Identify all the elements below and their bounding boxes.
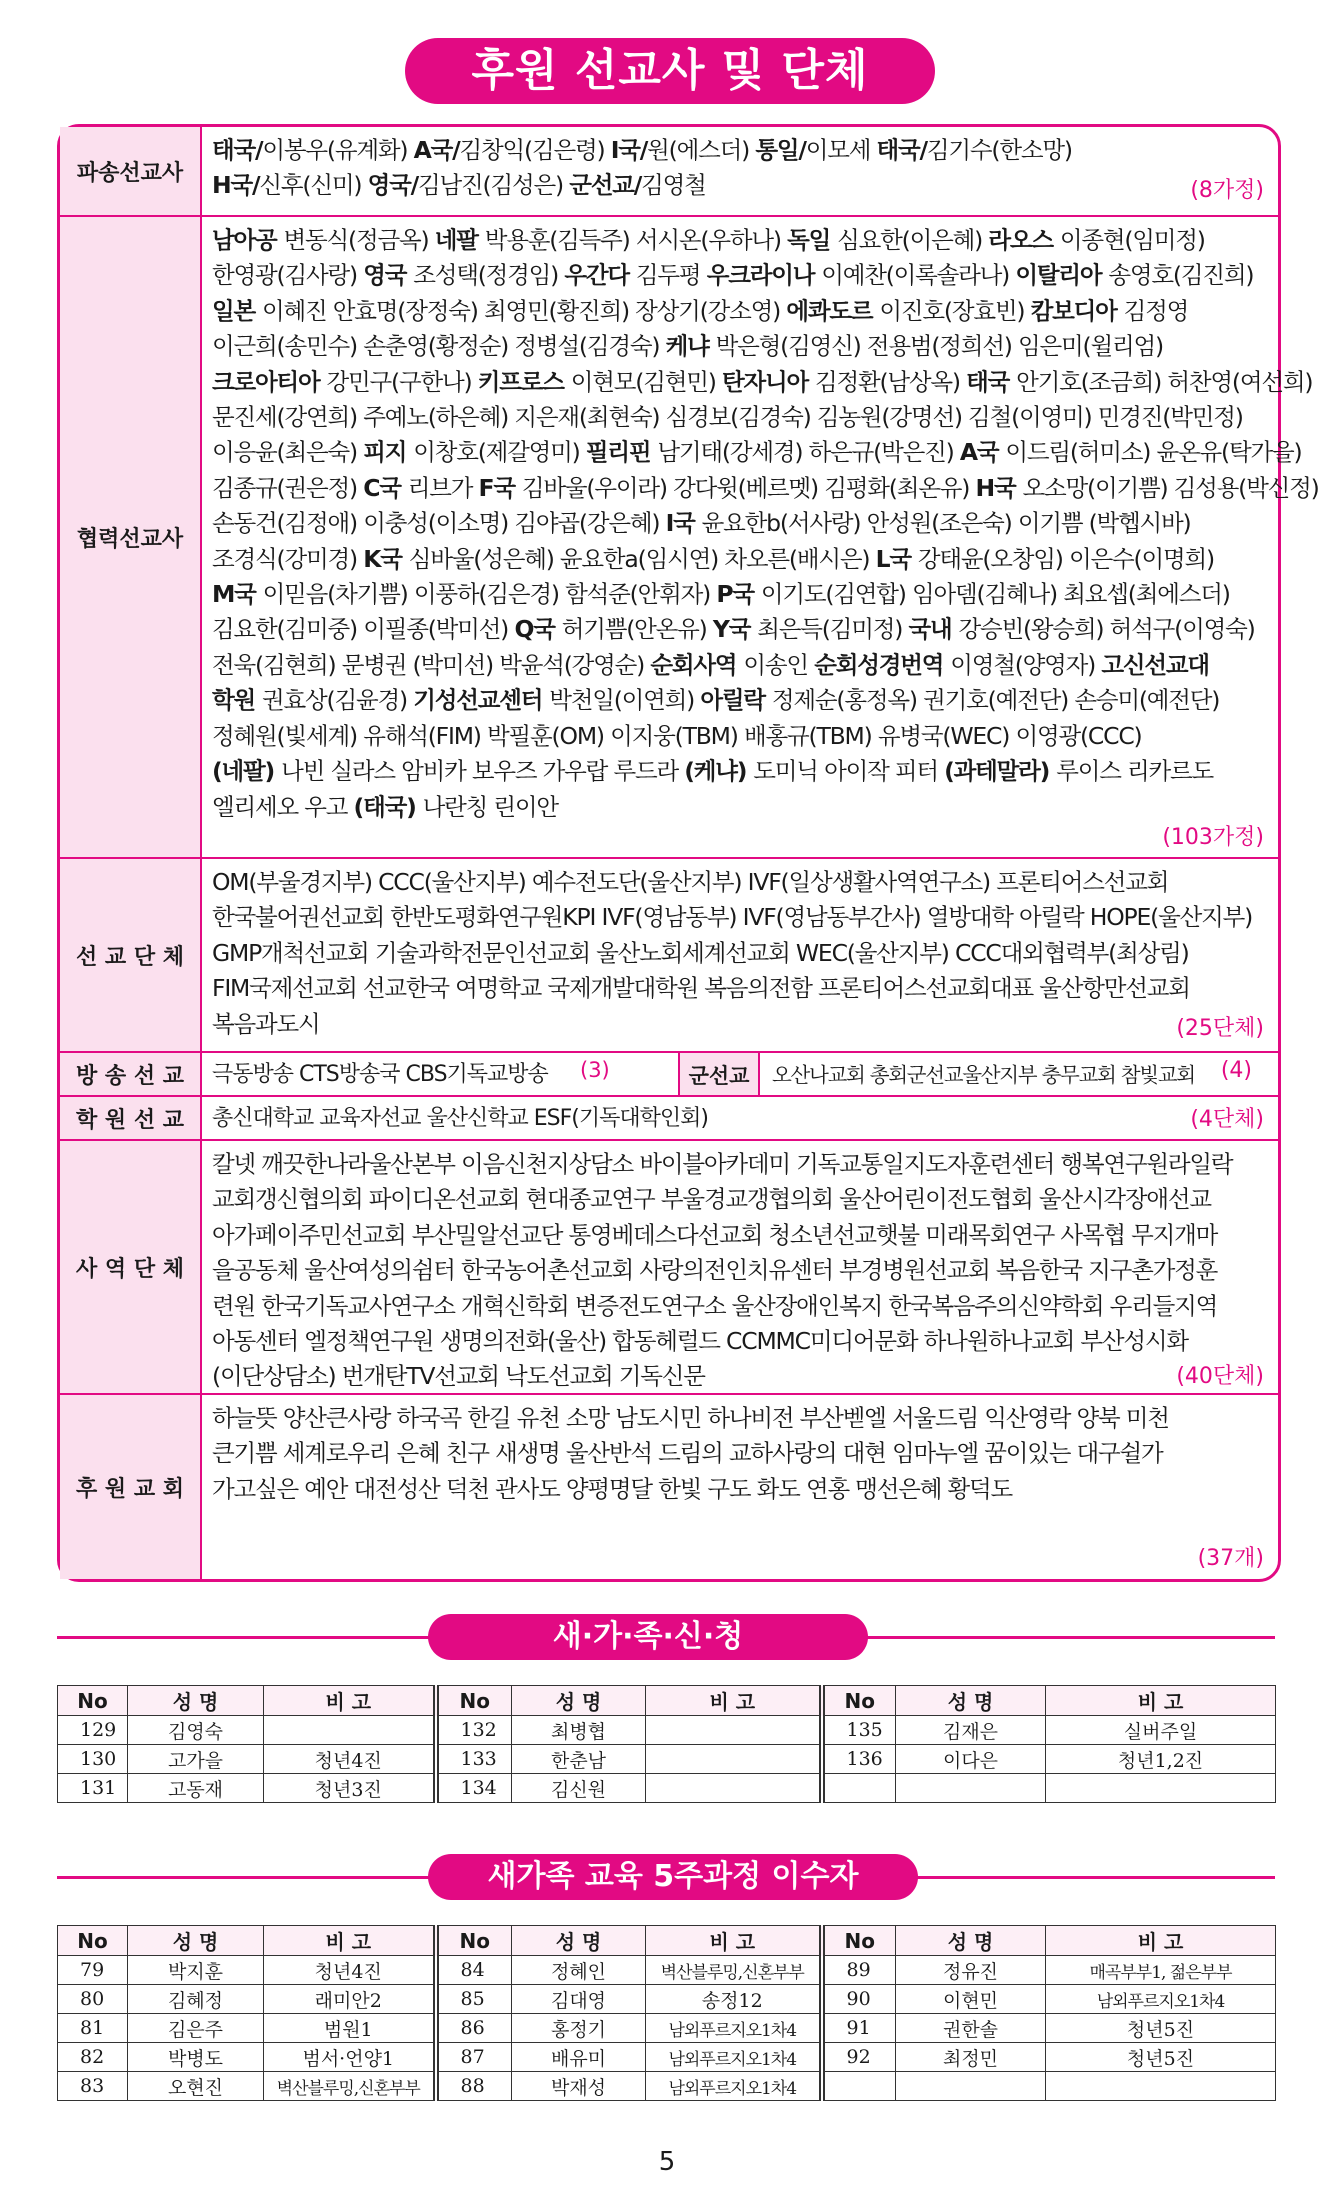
broadcast-row [60,1051,1278,1095]
text-segment: 이혜진 안효명(장정숙) 최영민(황진희) 장상기(강소영) [261,296,787,325]
text-line: 칼넷 깨끗한나라울산본부 이음신천지상담소 바이블아카데미 기독교통일지도자훈련센터 행복연구원라일락 [212,1150,1233,1178]
text-segment: 이종현(임미정) [1059,226,1205,254]
bold-segment: A국 [959,438,1006,467]
text-segment: 김요한(김미중) 이필종(박미선) [212,615,515,644]
column-header: 비 고 [646,1686,822,1716]
table-row [58,2014,1276,2043]
column-header: 비 고 [1046,1926,1276,1956]
bold-segment: 통일/ [755,136,806,164]
note-cell [646,1745,822,1774]
text-line: GMP개척선교회 기술과학전문인선교회 울산노회세계선교회 WEC(울산지부) CCC대외협력부(최상림) [212,938,1189,967]
name-cell: 박병도 [128,2043,264,2072]
text-segment: 손동건(김정애) 이충성(이소명) 김야곱(강은혜) [212,509,666,538]
text-segment: 이모세 [805,136,877,164]
text-segment: 허기쁨(안온유) [561,615,713,644]
name-cell [896,2072,1046,2101]
name-cell: 이다은 [896,1745,1046,1774]
name-cell: 최정민 [896,2043,1046,2072]
count-badge: (40단체) [1176,1364,1264,1389]
note-cell: 청년5진 [1046,2014,1276,2043]
note-cell: 래미안2 [264,1985,436,2014]
text-segment: 강민구(구한나) [326,367,478,396]
text-line: 복음과도시 [212,1009,320,1038]
table-row [58,2072,1276,2101]
bold-segment: 학원 [212,686,262,715]
number-cell: 82 [58,2043,128,2072]
bold-segment: 우크라이나 [706,261,822,290]
text-segment: 이믿음(차기쁨) 이풍하(김은경) 함석준(안휘자) [262,580,717,609]
name-cell: 정혜인 [512,1956,646,1985]
bold-segment: 캄보디아 [1030,296,1124,325]
bold-segment: H국 [975,473,1023,502]
row-label: 선 교 단 체 [60,859,202,1051]
section-rule [866,1636,1275,1639]
column-header: No [822,1686,896,1716]
text-line [212,648,1264,683]
churches-row [60,1393,1278,1579]
broadcast-list: 극동방송 CTS방송국 CBS기독교방송 [212,1062,548,1087]
text-line [212,365,1313,400]
text-line [212,683,1264,718]
text-line [212,612,1264,647]
page-number: 5 [658,2147,676,2177]
number-cell: 136 [822,1745,896,1774]
bold-segment: L국 [875,544,918,573]
text-segment: 변동식(정금옥) [283,226,435,254]
number-cell [822,1774,896,1803]
text-segment: 최은득(김미정) [757,615,909,644]
text-segment: 문진세(강연희) 주예노(하은혜) 지은재(최현숙) 심경보(김경숙) 김농원(강명선) 김철(이영미) 민경진(박민정) [212,403,1243,432]
note-cell: 송정12 [646,1985,822,2014]
text-lines [212,1401,1264,1507]
text-segment: 박천일(이연희) [549,686,701,715]
note-cell: 청년3진 [264,1774,436,1803]
text-segment: 이응윤(최은숙) [212,438,364,467]
number-cell: 88 [436,2072,512,2101]
name-cell: 김재은 [896,1716,1046,1745]
note-cell: 실버주일 [1046,1716,1276,1745]
bold-segment: A국/ [413,136,460,164]
count-badge: (3) [580,1058,610,1082]
text-line: FIM국제선교회 선교한국 여명학교 국제개발대학원 복음의전함 프론티어스선교회대표 울산항만선교회 [212,974,1190,1003]
rich-lines [212,133,1264,204]
number-cell: 89 [822,1956,896,1985]
table-row [58,1774,1276,1803]
text-line: 한국불어권선교회 한반도평화연구원KPI IVF(영남동부) IVF(영남동부간사) 열방대학 아릴락 HOPE(울산지부) [212,903,1253,932]
text-line: 련원 한국기독교사연구소 개혁신학회 변증전도연구소 울산장애인복지 한국복음주의신약학회 우리들지역 [212,1291,1218,1320]
new-family-title: 새·가·족·신·청 [428,1614,868,1660]
bold-segment: 기성선교센터 [413,686,550,715]
text-line [212,506,1264,541]
column-header: No [436,1926,512,1956]
note-cell: 청년5진 [1046,2043,1276,2072]
text-segment: 권효상(김윤경) [261,686,414,715]
bold-segment: (과테말라) [944,757,1057,786]
note-cell [646,1774,822,1803]
text-segment: 나란칭 린이안 [422,792,558,821]
text-line: 아동센터 엘정책연구원 생명의전화(울산) 합동헤럴드 CCMMC미디어문화 하나원하나교회 부산성시화 [212,1327,1188,1356]
table-row [58,1985,1276,2014]
bold-segment: 일본 [212,296,262,325]
note-cell: 남외푸르지오1차4 [646,2014,822,2043]
text-segment: 박은형(김영신) 전용범(정희선) 임은미(윌리엄) [715,332,1163,361]
table-row [58,1716,1276,1745]
text-segment: 조경식(강미경) [212,544,364,573]
text-line [212,133,1264,168]
row-label: 방 송 선 교 [60,1053,202,1095]
count-badge: (8가정) [1190,178,1264,203]
text-lines [212,865,1264,1042]
text-line: OM(부울경지부) CCC(울산지부) 예수전도단(울산지부) IVF(일상생활사역연구소) 프론티어스선교회 [212,868,1169,896]
name-cell: 한춘남 [512,1745,646,1774]
name-cell: 김은주 [128,2014,264,2043]
bold-segment: 이탈리아 [1015,261,1109,290]
text-line [212,258,1264,293]
note-cell: 남외푸르지오1차4 [1046,1985,1276,2014]
bold-segment: 크로아티아 [212,367,327,396]
rich-lines [212,223,1319,825]
bold-segment: K국 [363,544,409,573]
military-label: 군선교 [680,1053,760,1097]
bold-segment: 네팔 [434,226,485,254]
text-segment: 전욱(김현희) 문병권 (박미선) 박윤석(강영순) [212,650,651,679]
bold-segment: 라오스 [988,226,1060,254]
academy-list: 총신대학교 교육자선교 울산신학교 ESF(기독대학인회) [212,1106,708,1131]
note-cell: 매곡부부1, 젊은부부 [1046,1956,1276,1985]
text-segment: 김정환(남상옥) [814,367,967,396]
text-segment: 강태윤(오창임) 이은수(이명희) [917,544,1214,573]
text-line [212,719,1264,754]
name-cell: 오현진 [128,2072,264,2101]
note-cell [646,1716,822,1745]
text-line: 교회갱신협의회 파이디온선교회 현대종교연구 부울경교갱협의회 울산어린이전도협회 울산시각장애선교 [212,1185,1211,1214]
text-segment: 박용훈(김득주) 서시온(우하나) [484,226,788,254]
text-line [212,329,1264,364]
text-segment: 이기도(김연합) 임아뎀(김혜나) 최요셉(최에스더) [760,580,1230,609]
name-cell: 이현민 [896,1985,1046,2014]
text-segment: 이창호(제갈영미) [413,438,586,467]
section-rule [916,1876,1275,1879]
text-line [212,294,1264,329]
text-line: 하늘뜻 양산큰사랑 하국곡 한길 유천 소망 남도시민 하나비전 부산벧엘 서울드림 익산영락 양북 미천 [212,1404,1169,1432]
text-line: 아가페이주민선교회 부산밀알선교단 통영베데스다선교회 청소년선교햇불 미래목회연구 사목협 무지개마 [212,1220,1218,1249]
text-line [212,168,1264,203]
name-cell: 김신원 [512,1774,646,1803]
table-row [58,1745,1276,1774]
note-cell: 범원1 [264,2014,436,2043]
number-cell: 86 [436,2014,512,2043]
ministry-row [60,1139,1278,1393]
table-row [58,2043,1276,2072]
name-cell: 박지훈 [128,1956,264,1985]
bold-segment: P국 [716,580,761,609]
text-segment: 심요한(이은혜) [837,226,989,254]
text-line [212,400,1264,435]
number-cell: 85 [436,1985,512,2014]
text-line: 큰기쁨 세계로우리 은혜 친구 새생명 울산반석 드림의 교하사랑의 대현 임마누엘 꿈이있는 대구쉴가 [212,1439,1163,1468]
text-segment: 김두평 [635,261,707,290]
text-segment: 정혜원(빛세계) 유해석(FIM) 박필훈(OM) 이지웅(TBM) 배홍규(TBM) 유병국(WEC) 이영광(CCC) [212,721,1142,750]
column-header: 성 명 [512,1686,646,1716]
military-list: 오산나교회 총회군선교울산지부 충무교회 참빛교회 [772,1063,1195,1087]
text-line [212,223,1264,258]
bold-segment: I국/ [610,136,648,164]
bold-segment: F국 [478,473,522,502]
name-cell: 고가을 [128,1745,264,1774]
bold-segment: (케냐) [684,757,754,786]
bold-segment: Y국 [712,615,758,644]
column-header: No [436,1686,512,1716]
row-label: 협력선교사 [60,217,202,857]
bold-segment: H국/ [212,171,260,200]
text-segment: 정제순(홍정옥) 권기호(예전단) 손승미(예전단) [771,686,1220,715]
bold-segment: 케냐 [665,332,716,361]
number-cell: 133 [436,1745,512,1774]
number-cell: 91 [822,2014,896,2043]
missionaries-row [60,127,1278,215]
bold-segment: M국 [212,580,263,609]
bold-segment: 순회성경번역 [814,650,951,679]
column-header: 성 명 [128,1926,264,1956]
text-segment: 김바울(우이라) 강다윗(베르멧) 김평화(최온유) [521,473,976,502]
note-cell: 청년1,2진 [1046,1745,1276,1774]
column-header: No [58,1926,128,1956]
page-title: 후원 선교사 및 단체 [405,38,935,104]
column-header: 성 명 [512,1926,646,1956]
name-cell: 권한솔 [896,2014,1046,2043]
column-header: 성 명 [896,1686,1046,1716]
number-cell: 92 [822,2043,896,2072]
number-cell: 131 [58,1774,128,1803]
text-line [212,471,1319,506]
bold-segment: 태국/ [212,136,263,164]
text-segment: 김기수(한소망) [926,136,1072,164]
note-cell: 범서·언양1 [264,2043,436,2072]
section-rule [57,1876,429,1879]
text-segment: 원(에스더) [647,136,756,164]
name-cell: 고동재 [128,1774,264,1803]
text-line [212,754,1264,789]
bold-segment: 탄자니아 [721,367,815,396]
bold-segment: Q국 [514,615,562,644]
bold-segment: 우간다 [564,261,636,290]
text-line [212,790,1264,825]
row-label: 후 원 교 회 [60,1395,202,1579]
section-rule [57,1636,429,1639]
text-segment: 김종규(권은정) [212,473,364,502]
organizations-row [60,857,1278,1051]
note-cell: 남외푸르지오1차4 [646,2043,822,2072]
text-lines [212,1147,1264,1395]
education-title: 새가족 교육 5주과정 이수자 [428,1854,918,1900]
column-header: 비 고 [1046,1686,1276,1716]
note-cell: 청년4진 [264,1956,436,1985]
bold-segment: 키프로스 [477,367,571,396]
column-header: 성 명 [896,1926,1046,1956]
text-segment: 이진호(장효빈) [879,296,1031,325]
text-segment: 윤요한b(서사랑) 안성원(조은숙) 이기쁨 (박헵시바) [701,509,1191,538]
table-row [58,1956,1276,1985]
number-cell [822,2072,896,2101]
column-header: 성 명 [128,1686,264,1716]
bold-segment: 영국 [363,261,414,290]
text-segment: 루이스 리카르도 [1056,757,1213,786]
name-cell [896,1774,1046,1803]
text-segment: 이근희(송민수) 손춘영(황정순) 정병설(김경숙) [212,332,666,361]
row-label: 사 역 단 체 [60,1141,202,1393]
name-cell: 박재성 [512,2072,646,2101]
bold-segment: C국 [363,473,408,502]
text-segment: 오소망(이기쁨) 김성용(박신정) [1022,473,1319,502]
bold-segment: 순회사역 [650,650,744,679]
count-badge: (4단체) [1190,1107,1264,1132]
text-line: 을공동체 울산여성의쉼터 한국농어촌선교회 사랑의전인치유센터 부경병원선교회 복음한국 지구촌가정훈 [212,1256,1218,1285]
name-cell: 정유진 [896,1956,1046,1985]
note-cell: 벽산블루밍,신혼부부 [264,2072,436,2101]
bold-segment: 독일 [787,226,838,254]
number-cell: 84 [436,1956,512,1985]
number-cell: 83 [58,2072,128,2101]
number-cell: 135 [822,1716,896,1745]
name-cell: 김대영 [512,1985,646,2014]
text-segment: 김남진(김성은) [417,171,570,200]
number-cell: 130 [58,1745,128,1774]
academy-row [60,1095,1278,1139]
note-cell: 벽산블루밍,신혼부부 [646,1956,822,1985]
text-segment: 리브가 [407,473,479,502]
text-segment: 심바울(성은혜) 윤요한a(임시연) 차오른(배시은) [408,544,876,573]
bold-segment: 군선교/ [569,171,642,200]
number-cell: 80 [58,1985,128,2014]
number-cell: 134 [436,1774,512,1803]
bold-segment: 아릴락 [700,686,772,715]
bold-segment: 남아공 [212,226,284,254]
text-segment: 남기태(강세경) 하은규(박은진) [657,438,960,467]
number-cell: 79 [58,1956,128,1985]
column-header: No [58,1686,128,1716]
number-cell: 129 [58,1716,128,1745]
text-segment: 이드림(허미소) 윤온유(탁가을) [1005,438,1302,467]
text-segment: 이송인 [743,650,815,679]
education-table [57,1925,1276,2101]
text-segment: 김정영 [1123,296,1189,325]
bold-segment: 에콰도르 [786,296,880,325]
number-cell: 90 [822,1985,896,2014]
count-badge: (25단체) [1176,1016,1264,1041]
sponsor-table [57,124,1319,1582]
number-cell: 132 [436,1716,512,1745]
bold-segment: 고신선교대 [1101,650,1209,679]
note-cell [264,1716,436,1745]
name-cell: 홍정기 [512,2014,646,2043]
text-segment: 김창익(김은령) [459,136,611,164]
count-badge: (103가정) [1162,825,1264,850]
bold-segment: 태국/ [876,136,927,164]
text-segment: 조성택(정경임) [413,261,565,290]
bold-segment: 국내 [908,615,959,644]
name-cell: 배유미 [512,2043,646,2072]
column-header: 비 고 [264,1686,436,1716]
note-cell: 남외푸르지오1차4 [646,2072,822,2101]
text-segment: 강승빈(왕승희) 허석구(이영숙) [958,615,1255,644]
note-cell [1046,1774,1276,1803]
number-cell: 81 [58,2014,128,2043]
text-segment: 한영광(김사랑) [212,261,364,290]
bold-segment: 태국 [966,367,1017,396]
text-segment: 이현모(김현민) [570,367,722,396]
column-header: No [822,1926,896,1956]
row-label: 파송선교사 [60,127,202,215]
text-segment: 나빈 실라스 암비카 보우즈 가우랍 루드라 [281,757,685,786]
text-segment: 엘리세오 우고 [212,792,354,821]
count-badge: (37개) [1197,1546,1264,1571]
text-segment: 도미닉 아이작 피터 [753,757,945,786]
bold-segment: (네팔) [212,757,282,786]
number-cell: 87 [436,2043,512,2072]
name-cell: 김영숙 [128,1716,264,1745]
count-badge: (4) [1220,1058,1252,1083]
note-cell: 청년4진 [264,1745,436,1774]
bold-segment: 필리핀 [585,438,658,467]
note-cell [1046,2072,1276,2101]
row-label: 학 원 선 교 [60,1097,202,1139]
text-segment: 김영철 [641,171,706,200]
bold-segment: I국 [665,509,702,538]
text-segment: 안기호(조금희) 허찬영(여선희) [1016,367,1313,396]
cooperating-row [60,215,1319,857]
text-segment: 이영철(양영자) [950,650,1102,679]
bold-segment: (태국) [353,792,423,821]
name-cell: 김혜정 [128,1985,264,2014]
new-family-table [57,1685,1276,1803]
text-line: 가고싶은 예안 대전성산 덕천 관사도 양평명달 한빛 구도 화도 연홍 맹선은혜 황덕도 [212,1474,1013,1503]
text-segment: 신후(신미) [259,171,368,200]
text-line [212,435,1302,470]
text-line: (이단상담소) 번개탄TV선교회 낙도선교회 기독신문 [212,1362,705,1391]
column-header: 비 고 [646,1926,822,1956]
text-line [212,542,1264,577]
bold-segment: 영국/ [367,171,418,200]
text-segment: 이봉우(유계화) [262,136,414,164]
bold-segment: 피지 [363,438,414,467]
text-segment: 송영호(김진희) [1108,261,1254,290]
column-header: 비 고 [264,1926,436,1956]
text-segment: 이예찬(이록솔라나) [821,261,1016,290]
text-line [212,577,1264,612]
name-cell: 최병협 [512,1716,646,1745]
